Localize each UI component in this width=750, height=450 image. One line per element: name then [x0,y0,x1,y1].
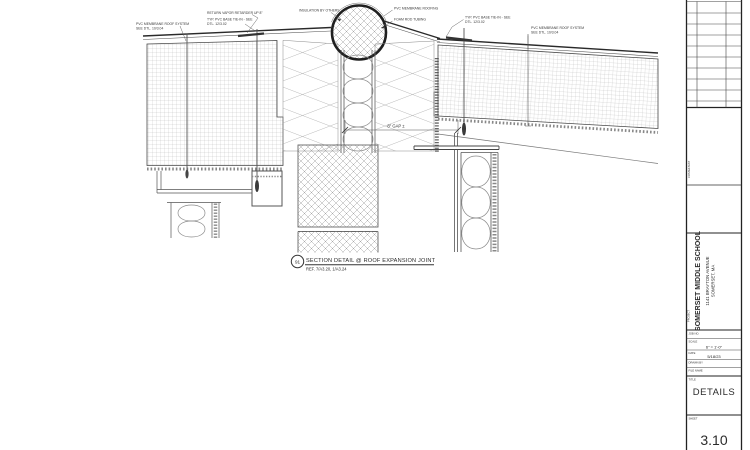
detail-callout [291,255,435,271]
project-address-2: SOMERSET, MA [710,264,716,298]
drawn-by-label: DRAWN BY [688,361,703,365]
annotation-right-tiein: TYP. PVC BASE TIE-IN - SEE [465,15,511,20]
joint-walls [341,50,375,153]
callout-number: 91 [294,259,301,265]
sheet-title-box [687,378,742,449]
svg-text:DTL. 12/3.02: DTL. 12/3.02 [465,20,485,24]
sheet-label: SHEET [688,417,698,421]
revision-table [687,2,742,108]
callout-reference: REF. 7/A3.20, 1/A3.24 [306,266,347,272]
project-box [687,230,716,331]
annotation-left-tiein: TYP. PVC BASE TIE-IN - SEE [207,17,253,22]
annotation-foam-tube: FOAM ROD TUBING [394,17,426,22]
masonry-wall-section [298,145,378,253]
wall-batt-insulation [178,205,205,237]
right-stud-wall [461,153,498,253]
scale-value: 6" = 1'-0" [705,344,723,350]
title-block [687,0,742,450]
termination-bar [238,34,264,37]
consultant-label: CONSULTANT [688,160,691,178]
date-label: DATE [688,352,696,355]
gap-dimension-text: 8" GAP ± [387,123,405,129]
svg-text:SEE DTL. 10/3.04: SEE DTL. 10/3.04 [136,26,164,31]
callout-title: SECTION DETAIL @ ROOF EXPANSION JOINT [306,258,436,264]
project-name: SOMERSET MIDDLE SCHOOL [695,231,702,331]
left-soffit-wall [157,171,282,238]
date-value: 5/18/23 [707,354,721,359]
info-rows [687,330,742,376]
right-insulation-grid [438,45,658,129]
job-no-label: JOB NO. [688,332,700,336]
annotation-insulation: INSULATION BY OTHERS [299,8,340,13]
consultant-box [687,160,742,233]
annotation-membrane-roofing: PVC MEMBRANE ROOFING [394,6,439,11]
left-curb-blocking [283,40,338,151]
sheet-number: 3.10 [700,432,728,448]
file-name-label: FILE NAME [688,369,703,373]
joint-batt-insulation [343,55,373,151]
annotation-vapor-retarder: RETURN VAPOR RETARDER UP 8" [207,11,263,15]
title-label: TITLE [688,378,696,382]
sheet-title: DETAILS [692,387,736,398]
left-membrane-line [143,28,331,37]
right-curb-blocking [375,41,434,151]
annotation-left-membrane: PVC MEMBRANE ROOF SYSTEM [136,22,190,26]
svg-text:DTL. 12/3.02: DTL. 12/3.02 [207,22,227,26]
project-address-1: 1141 BRAYTON AVENUE [705,256,710,306]
deck-slope-line [438,134,658,164]
project-label: PROJECT [687,309,691,322]
svg-text:SEE DTL. 10/3.04: SEE DTL. 10/3.04 [531,30,559,35]
scale-label: SCALE [688,340,698,344]
wall-batt-insulation [462,156,491,249]
left-insulation-grid [147,41,283,166]
annotation-right-membrane: PVC MEMBRANE ROOF SYSTEM [531,26,585,30]
